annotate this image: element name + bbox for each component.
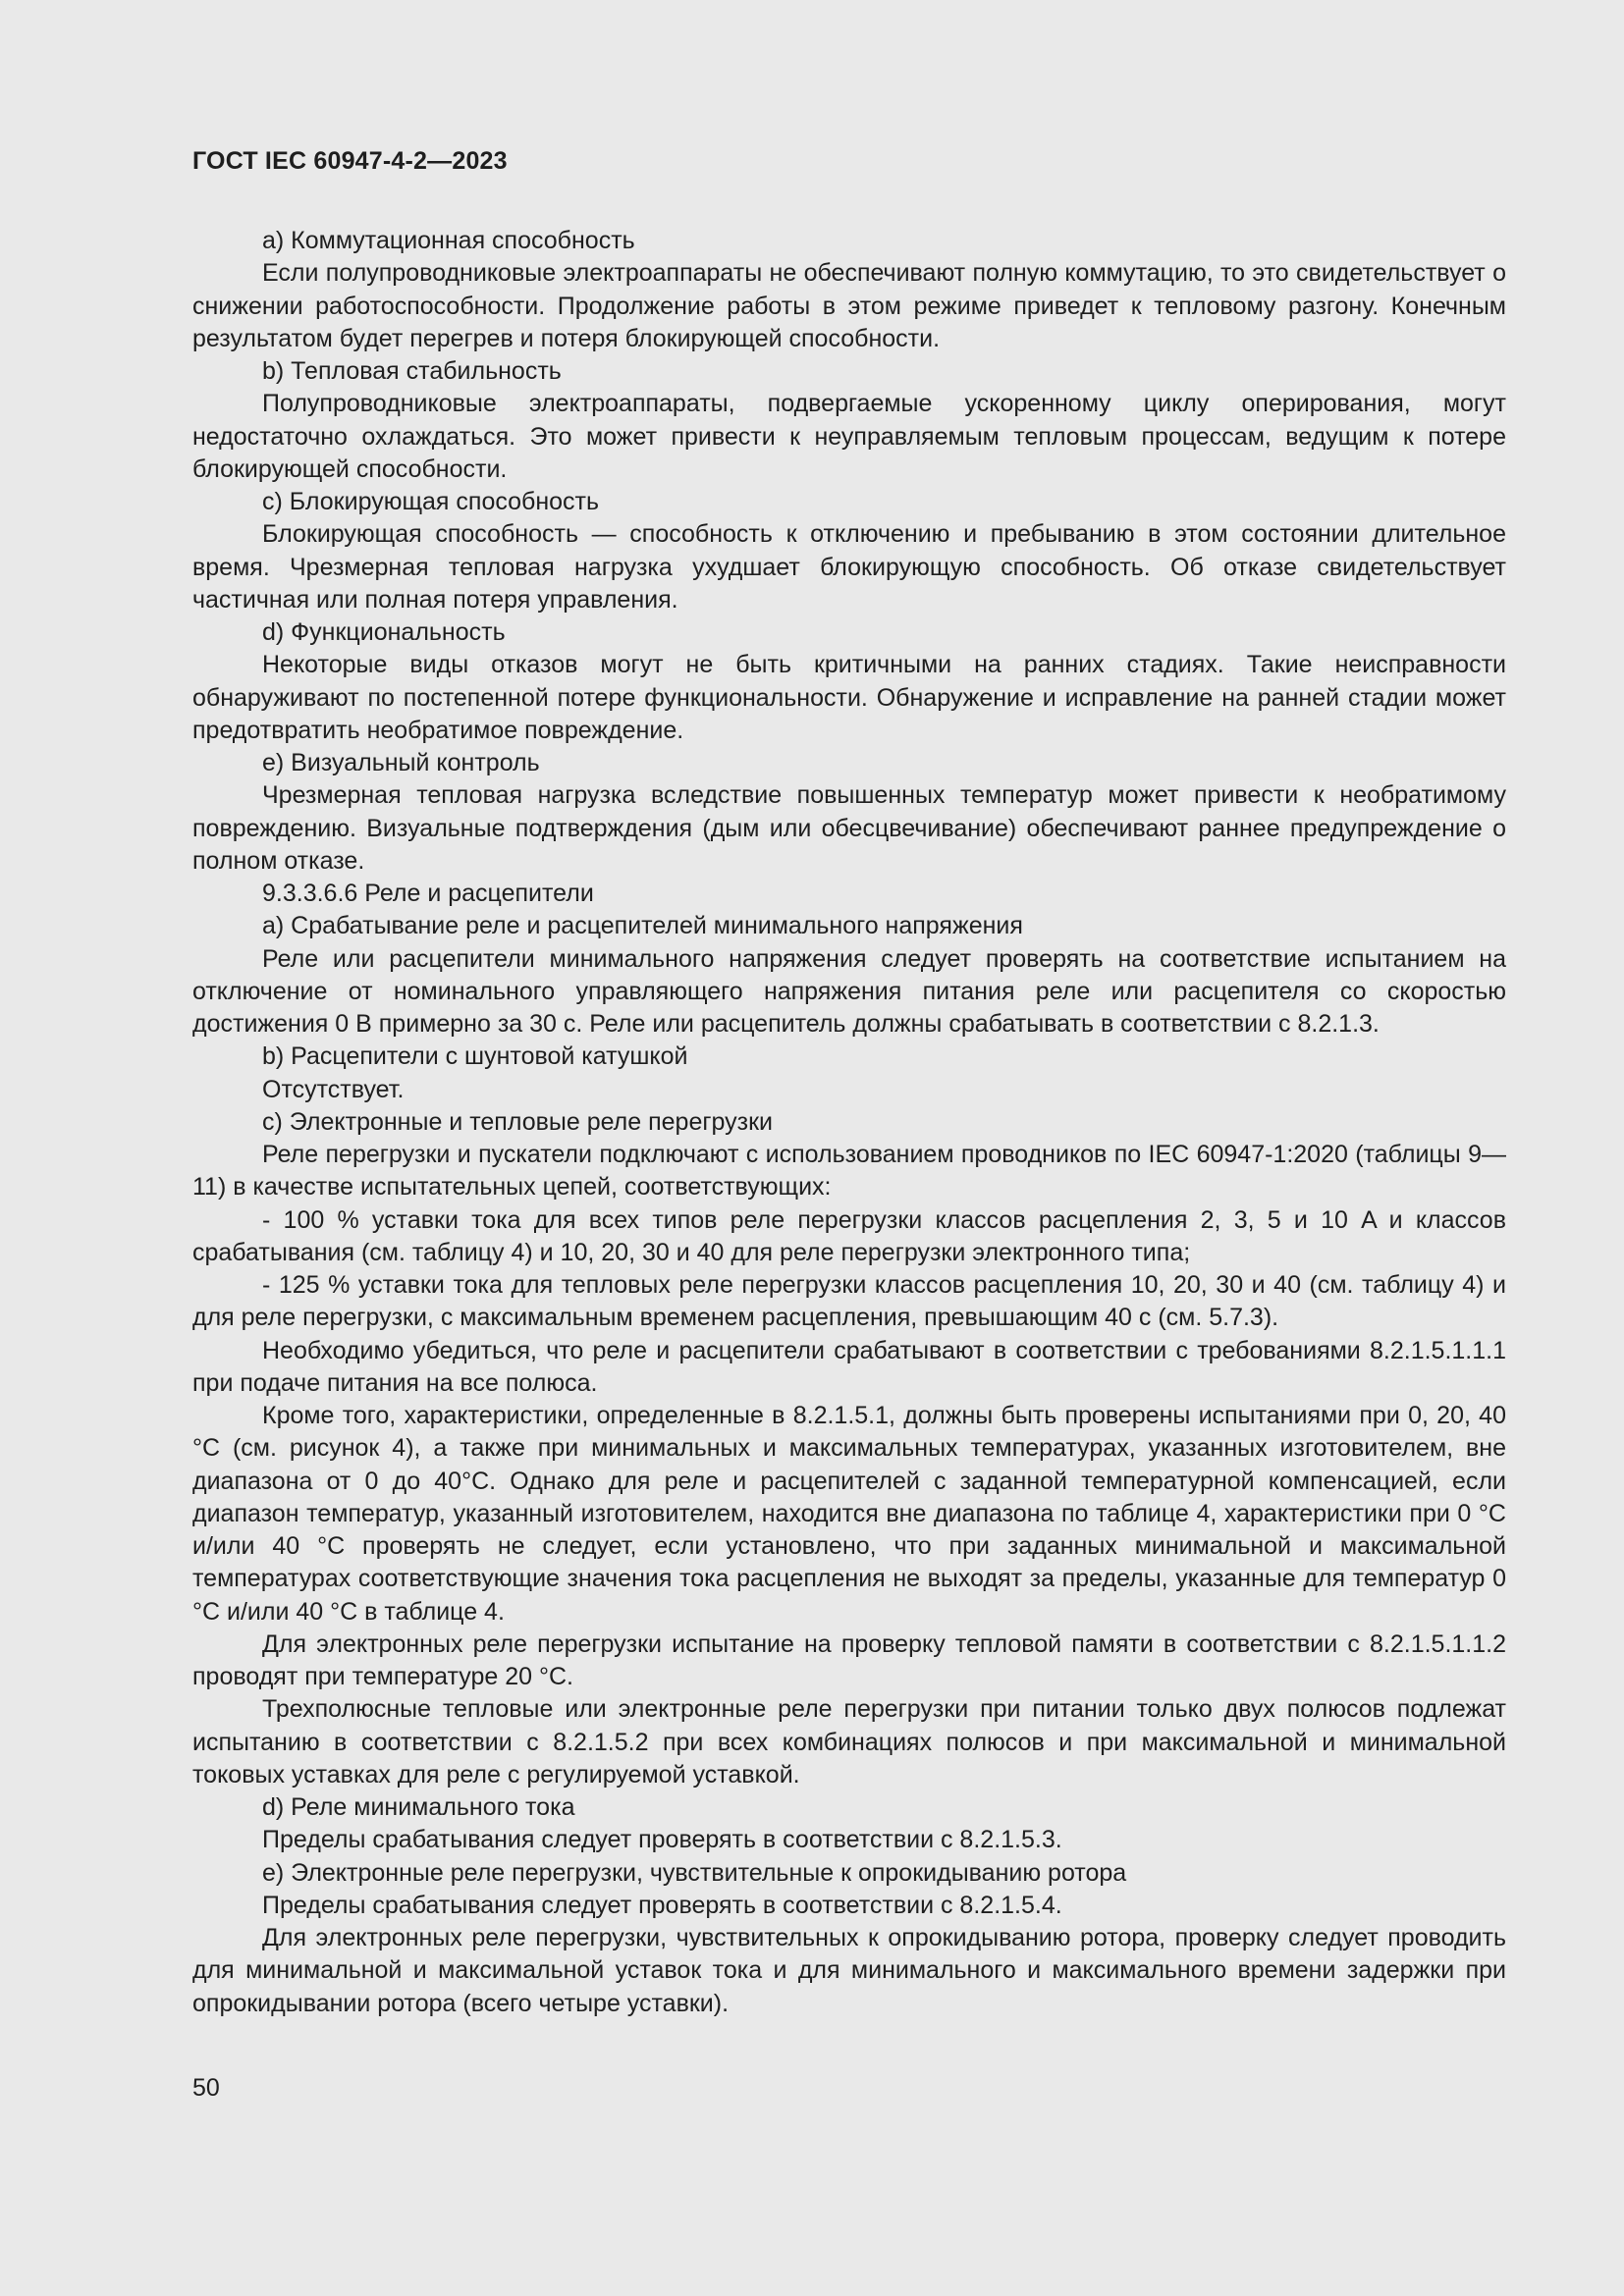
paragraph: Блокирующая способность — способность к отключению и пребыванию в этом состоянии длительное время. Чрезмерная тепловая нагрузка ухудшает блокирующую способность. Об отказе свидетельствует частичная или полная потеря управления. <box>192 520 1506 614</box>
section-heading: e) Электронные реле перегрузки, чувствительные к опрокидыванию ротора <box>262 1858 1127 1887</box>
paragraph: Пределы срабатывания следует проверять в соответствии с 8.2.1.5.4. <box>262 1891 1062 1919</box>
page-number: 50 <box>192 2074 220 2102</box>
section-heading: a) Срабатывание реле и расцепителей минимального напряжения <box>262 912 1023 940</box>
section-heading: d) Функциональность <box>262 618 506 646</box>
paragraph: Для электронных реле перегрузки, чувствительных к опрокидыванию ротора, проверку следует проводить для минимальной и максимальной уставок тока и для минимального и максимального времени задержки при опрокидывании ротора (всего четыре уставки). <box>192 1924 1506 2017</box>
section-heading: 9.3.3.6.6 Реле и расцепители <box>262 880 594 907</box>
body-text <box>192 225 1506 2020</box>
paragraph: Некоторые виды отказов могут не быть критичными на ранних стадиях. Такие неисправности обнаруживают по постепенной потере функциональности. Обнаружение и исправление на ранней стадии может предотвратить необратимое повреждение. <box>192 651 1506 744</box>
paragraph: Отсутствует. <box>262 1075 405 1103</box>
paragraph: Для электронных реле перегрузки испытание на проверку тепловой памяти в соответствии с 8.2.1.5.1.1.2 проводят при температуре 20 °C. <box>192 1629 1506 1690</box>
section-heading: d) Реле минимального тока <box>262 1793 575 1821</box>
section-heading: a) Коммутационная способность <box>262 227 635 254</box>
paragraph: Реле перегрузки и пускатели подключают с использованием проводников по IEC 60947-1:2020 (таблицы 9—11) в качестве испытательных цепей, соответствующих: <box>192 1141 1506 1201</box>
section-heading: b) Тепловая стабильность <box>262 357 562 385</box>
section-heading: c) Блокирующая способность <box>262 488 600 515</box>
paragraph: Необходимо убедиться, что реле и расцепители срабатывают в соответствии с требованиями 8.2.1.5.1.1.1 при подаче питания на все полюса. <box>192 1336 1506 1397</box>
standard-designation: ГОСТ IEC 60947-4-2—2023 <box>192 147 508 175</box>
paragraph: Чрезмерная тепловая нагрузка вследствие повышенных температур может привести к необратимому повреждению. Визуальные подтверждения (дым или обесцвечивание) обеспечивают раннее предупреждение о полном отказе. <box>192 781 1506 875</box>
paragraph: - 100 % уставки тока для всех типов реле перегрузки классов расцепления 2, 3, 5 и 10 A и классов срабатывания (см. таблицу 4) и 10, 20, 30 и 40 для реле перегрузки электронного типа; <box>192 1205 1506 1266</box>
paragraph: Если полупроводниковые электроаппараты не обеспечивают полную коммутацию, то это свидетельствует о снижении работоспособности. Продолжение работы в этом режиме приведет к тепловому разгону. Конечным результатом будет перегрев и потеря блокирующей способности. <box>192 259 1506 352</box>
paragraph: Кроме того, характеристики, определенные в 8.2.1.5.1, должны быть проверены испытаниями при 0, 20, 40 °C (см. рисунок 4), а также при минимальных и максимальных температурах, указанных изготовителем, вне диапазона от 0 до 40°C. Однако для реле и расцепителей с заданной температурной компенсацией, если диапазон температур, указанный изготовителем, находится вне диапазона по таблице 4, характеристики при 0 °C и/или 40 °C проверять не следует, если установлено, что при заданных минимальной и максимальной температурах соответствующие значения тока расцепления не выходят за пределы, указанные для температур 0 °C и/или 40 °C в таблице 4. <box>192 1402 1506 1626</box>
paragraph: Реле или расцепители минимального напряжения следует проверять на соответствие испытанием на отключение от номинального управляющего напряжения питания реле или расцепителя со скоростью достижения 0 В примерно за 30 с. Реле или расцепитель должны срабатывать в соответствии с 8.2.1.3. <box>192 944 1506 1038</box>
paragraph: Трехполюсные тепловые или электронные реле перегрузки при питании только двух полюсов подлежат испытанию в соответствии с 8.2.1.5.2 при всех комбинациях полюсов и при максимальной и минимальной токовых уставках для реле с регулируемой уставкой. <box>192 1695 1506 1789</box>
section-heading: c) Электронные и тепловые реле перегрузки <box>262 1107 773 1136</box>
paragraph: - 125 % уставки тока для тепловых реле перегрузки классов расцепления 10, 20, 30 и 40 (см. таблицу 4) и для реле перегрузки, с максимальным временем расцепления, превышающим 40 с (см. 5.7.3). <box>192 1271 1506 1332</box>
paragraph: Полупроводниковые электроаппараты, подвергаемые ускоренному циклу оперирования, могут недостаточно охлаждаться. Это может привести к неуправляемым тепловым процессам, ведущим к потере блокирующей способности. <box>192 390 1506 483</box>
section-heading: e) Визуальный контроль <box>262 749 540 776</box>
paragraph: Пределы срабатывания следует проверять в соответствии с 8.2.1.5.3. <box>262 1826 1062 1854</box>
section-heading: b) Расцепители с шунтовой катушкой <box>262 1042 688 1071</box>
